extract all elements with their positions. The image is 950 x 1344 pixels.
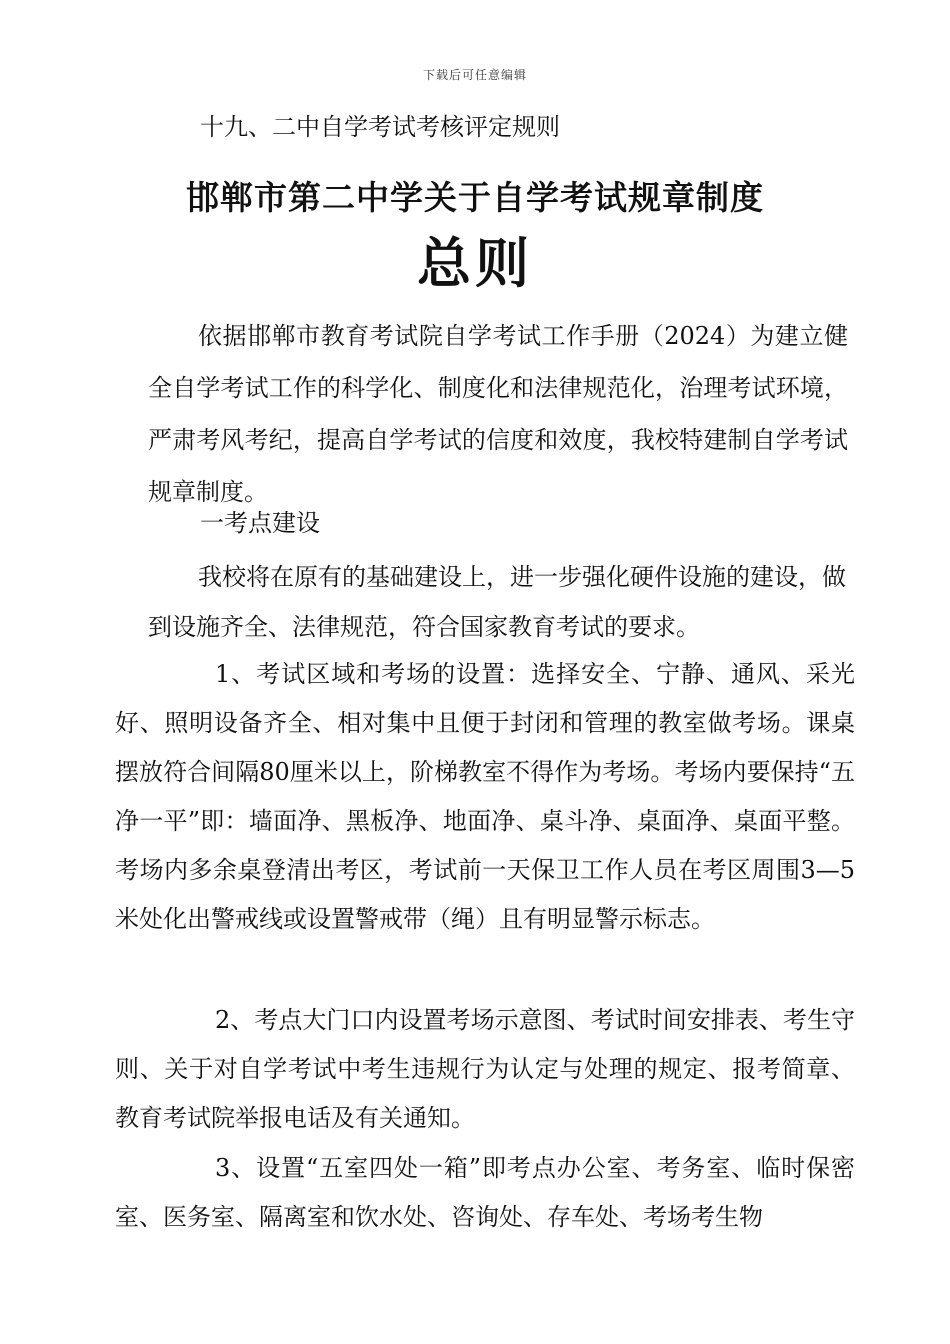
site-construction-section <box>148 552 853 652</box>
site-construction-paragraph: 我校将在原有的基础建设上，进一步强化硬件设施的建设，做到设施齐全、法律规范，符合国家教育考试的要求。 <box>148 563 846 641</box>
list-item <box>115 1144 855 1242</box>
list-item-text: 1、考试区域和考场的设置：选择安全、宁静、通风、采光好、照明设备齐全、相对集中且便于封闭和管理的教室做考场。课桌摆放符合间隔80厘米以上，阶梯教室不得作为考场。考场内要保持“五净一平”即：墙面净、黑板净、地面净、桌斗净、桌面净、桌面平整。考场内多余桌登清出考区，考试前一天保卫工作人员在考区周围3—5米处化出警戒线或设置警戒带（绳）且有明显警示标志。 <box>115 660 855 933</box>
intro-paragraph: 依据邯郸市教育考试院自学考试工作手册（2024）为建立健全自学考试工作的科学化、制度化和法律规范化，治理考试环境，严肃考风考纪，提高自学考试的信度和效度，我校特建制自学考试规章制度。 <box>148 322 848 506</box>
list-item <box>115 996 855 1143</box>
document-title: 邯郸市第二中学关于自学考试规章制度 <box>186 178 764 217</box>
section-heading-site-construction: 一考点建设 <box>200 509 320 537</box>
document-subtitle: 总则 <box>417 232 533 295</box>
list-item-text: 3、设置“五室四处一箱”即考点办公室、考务室、临时保密室、医务室、隔离室和饮水处、咨询处、存车处、考场考生物 <box>115 1154 855 1231</box>
section-label: 十九、二中自学考试考核评定规则 <box>200 113 560 141</box>
page-header-note: 下载后可任意编辑 <box>422 68 527 82</box>
intro-section <box>148 310 848 518</box>
list-item <box>115 650 855 944</box>
list-item-text: 2、考点大门口内设置考场示意图、考试时间安排表、考生守则、关于对自学考试中考生违规行为认定与处理的规定、报考简章、教育考试院举报电话及有关通知。 <box>115 1006 855 1132</box>
